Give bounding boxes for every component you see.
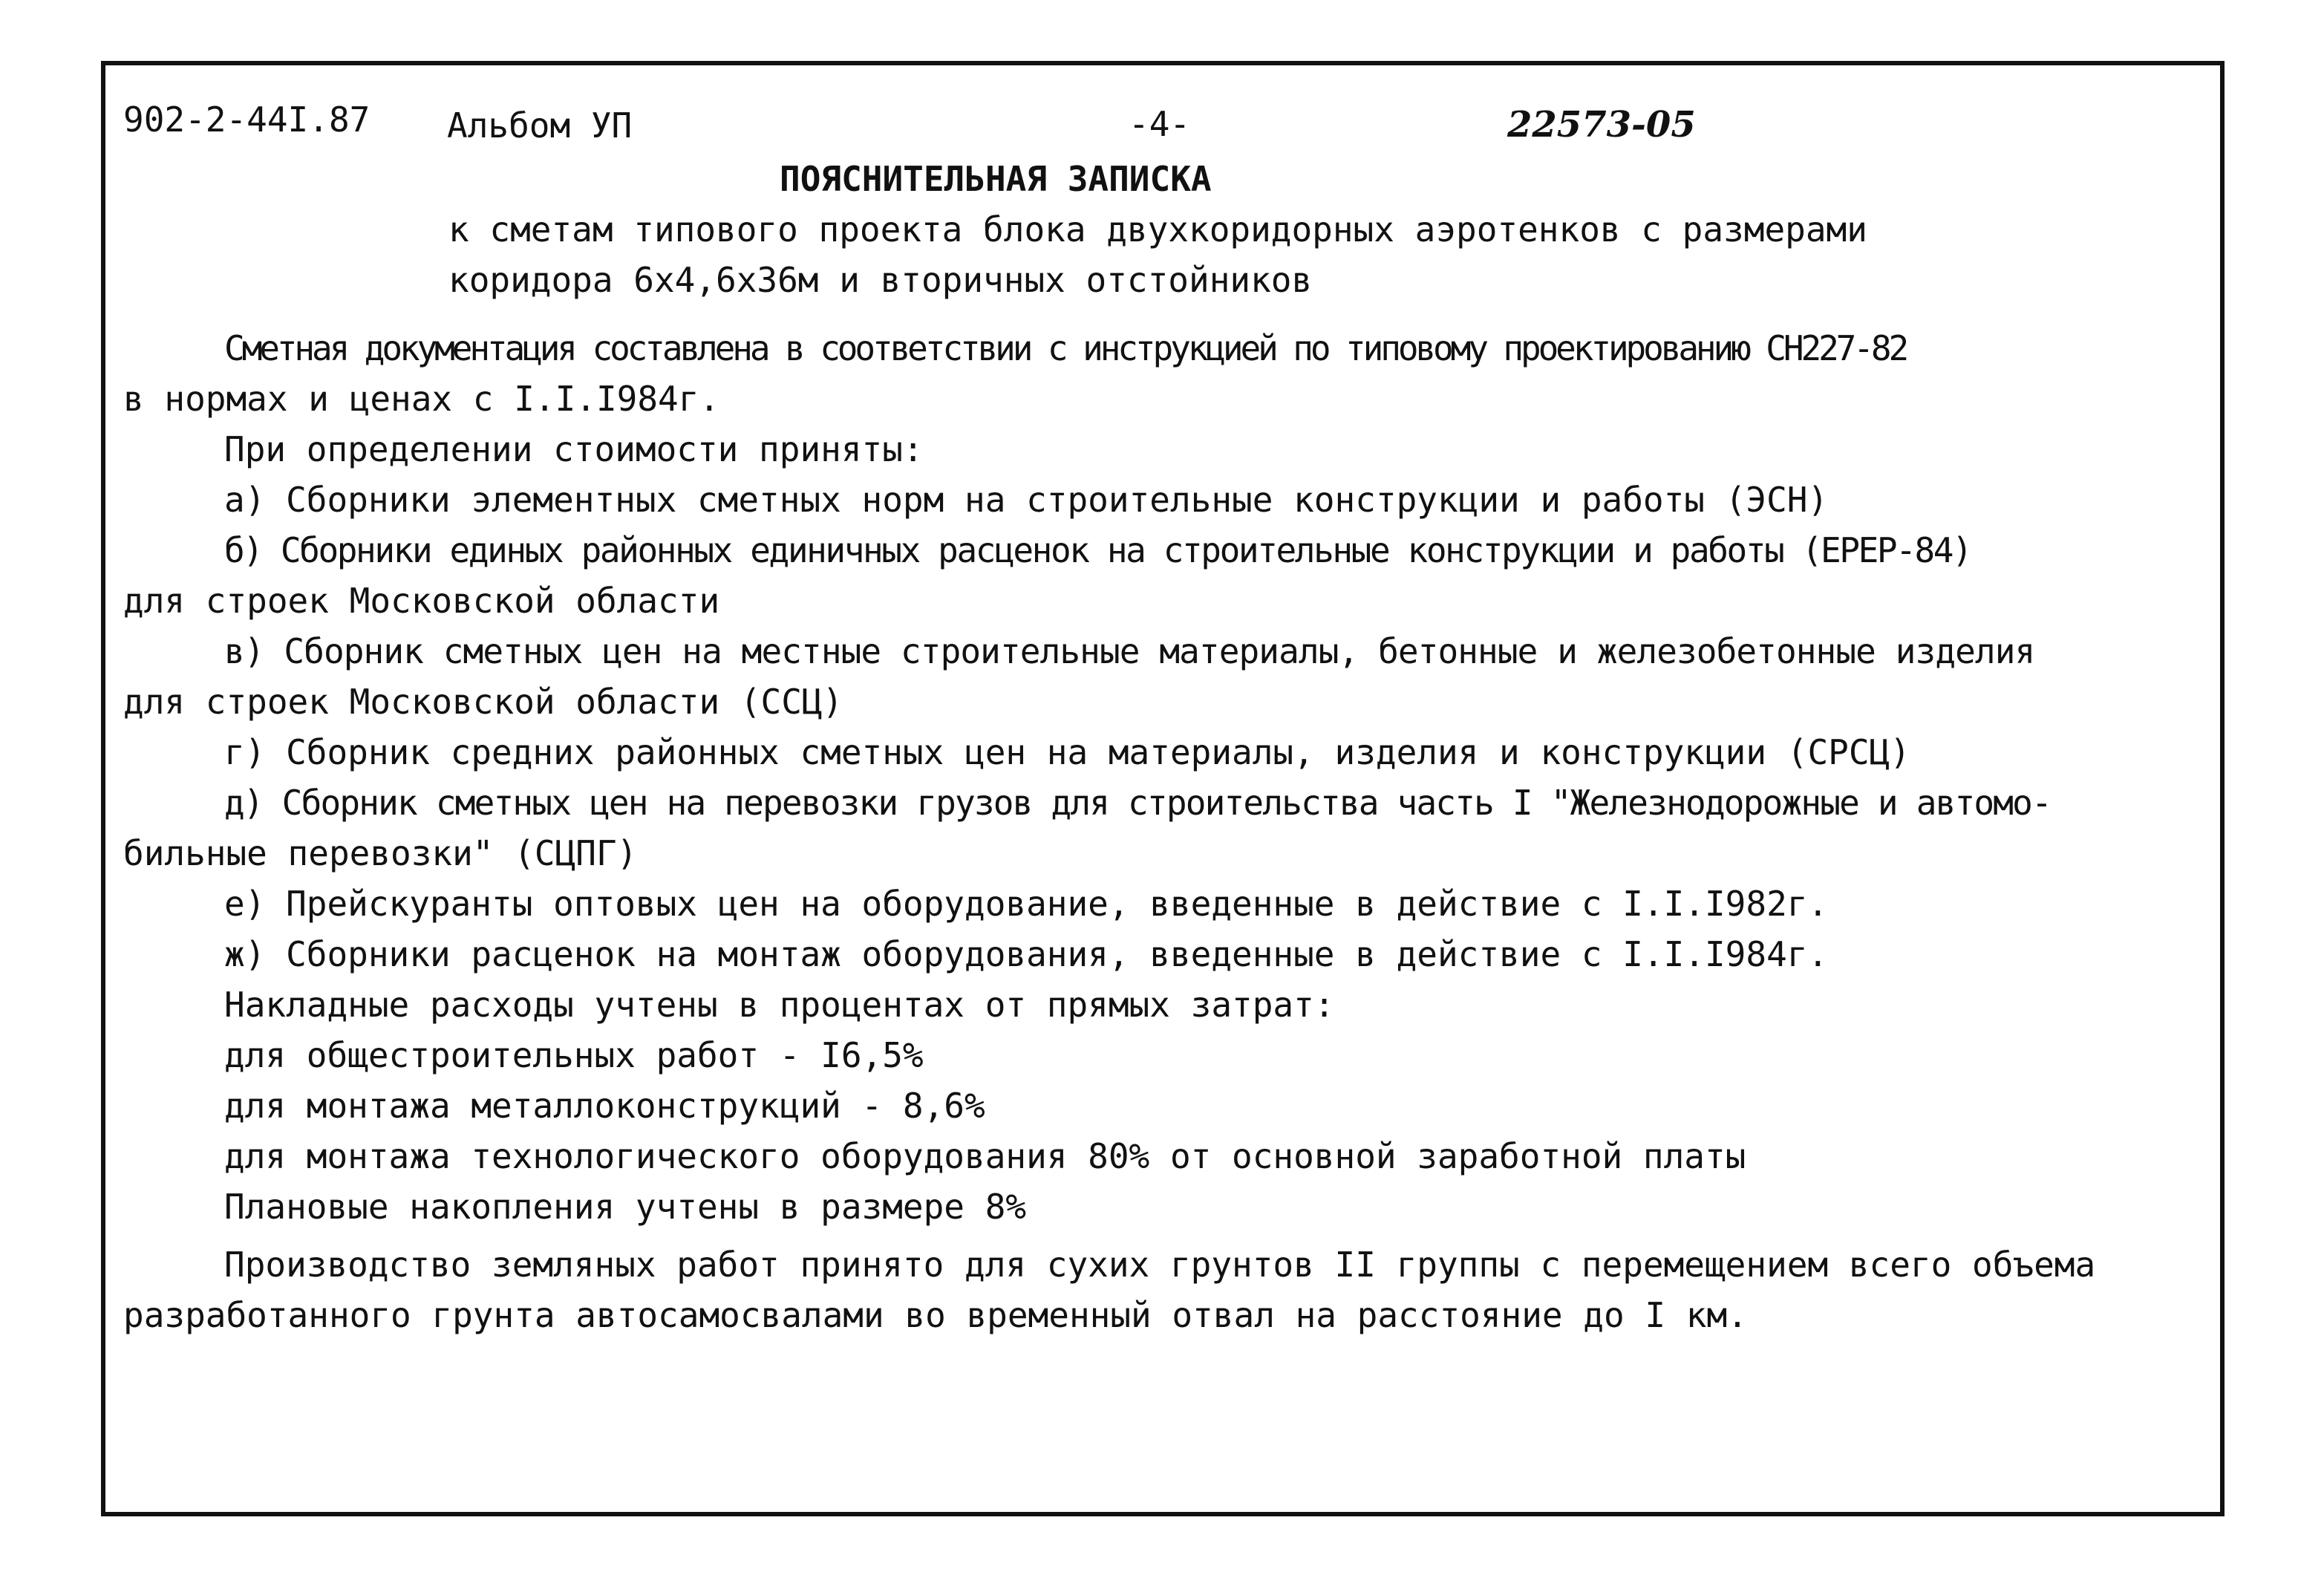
subtitle-line-2: коридора 6х4,6х36м и вторичных отстойников	[448, 260, 1313, 300]
list-item: а) Сборники элементных сметных норм на строительные конструкции и работы (ЭСН)	[224, 480, 1829, 520]
list-item-continuation: для строек Московской области	[123, 581, 720, 621]
list-item: в) Сборник сметных цен на местные строительные материалы, бетонные и железобетонные изделия	[224, 631, 2035, 671]
overhead-rate-line: для общестроительных работ - I6,5%	[224, 1035, 924, 1075]
list-item: е) Прейскуранты оптовых цен на оборудование, введенные в действие с I.I.I982г.	[224, 884, 1829, 924]
subtitle-line-1: к сметам типового проекта блока двухкоридорных аэротенков с размерами	[448, 209, 1867, 250]
paragraph-line: Производство земляных работ принято для сухих грунтов II группы с перемещением всего объема	[224, 1245, 2096, 1285]
paragraph-line: Накладные расходы учтены в процентах от прямых затрат:	[224, 985, 1335, 1025]
list-item: б) Сборники единых районных единичных расценок на строительные конструкции и работы (ЕРЕР-84)	[224, 530, 1971, 570]
paragraph-line: разработанного грунта автосамосвалами во временный отвал на расстояние до I км.	[123, 1295, 1748, 1335]
paragraph-line: Сметная документация составлена в соответствии с инструкцией по типовому проектированию СН227-82	[224, 328, 1907, 368]
list-item: г) Сборник средних районных сметных цен на материалы, изделия и конструкции (СРСЦ)	[224, 732, 1910, 772]
list-item: д) Сборник сметных цен на перевозки грузов для строительства часть I "Железнодорожные и автомо-	[224, 783, 2051, 823]
paragraph-line: Плановые накопления учтены в размере 8%	[224, 1187, 1027, 1227]
list-item-continuation: бильные перевозки" (СЦПГ)	[123, 833, 638, 873]
drawing-code: 902-2-44I.87	[123, 100, 371, 140]
list-item-continuation: для строек Московской области (ССЦ)	[123, 682, 843, 722]
page-title: ПОЯСНИТЕЛЬНАЯ ЗАПИСКА	[780, 159, 1212, 199]
paragraph-line: в нормах и ценах с I.I.I984г.	[123, 379, 720, 419]
paragraph-line: При определении стоимости приняты:	[224, 429, 924, 469]
list-item: ж) Сборники расценок на монтаж оборудования, введенные в действие с I.I.I984г.	[224, 934, 1829, 974]
overhead-rate-line: для монтажа технологического оборудования 80% от основной заработной платы	[224, 1136, 1746, 1176]
overhead-rate-line: для монтажа металлоконструкций - 8,6%	[224, 1086, 985, 1126]
album-label: Альбом УП	[447, 105, 633, 146]
page-number: -4-	[1129, 104, 1191, 144]
document-number: 22573-05	[1507, 104, 1696, 146]
